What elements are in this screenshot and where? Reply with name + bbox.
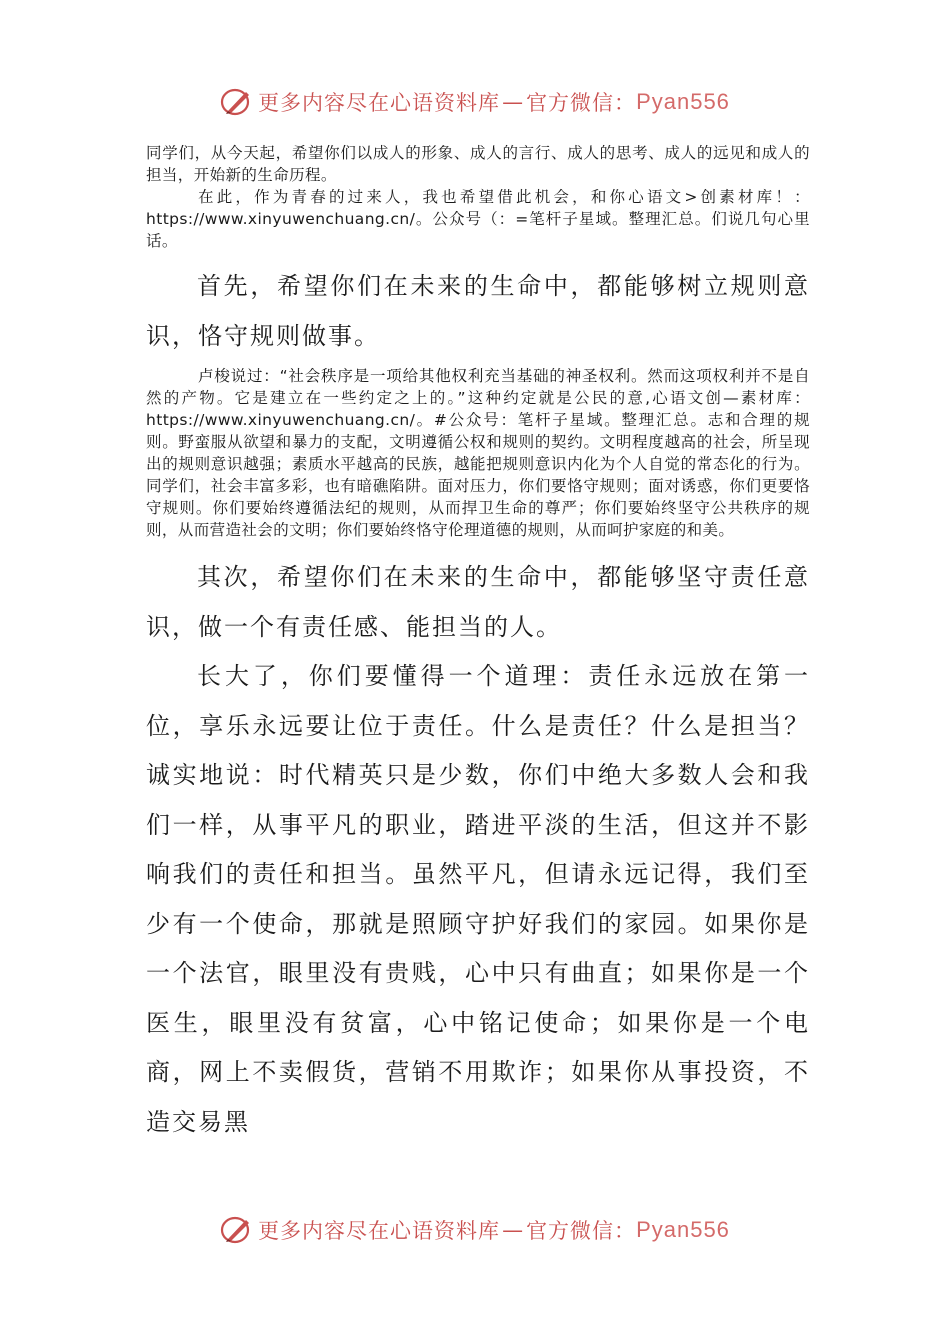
paragraph-first-point: 首先，希望你们在未来的生命中，都能够树立规则意识，恪守规则做事。 <box>146 272 810 350</box>
header-channel-text: 官方微信： <box>526 91 637 115</box>
paragraph-intro: 同学们，从今天起，希望你们以成人的形象、成人的言行、成人的思考、成人的远见和成人的担当，开始新的生命历程。 <box>146 144 810 184</box>
pen-logo-icon <box>220 1215 254 1245</box>
header-brand-text: 更多内容尽在心语资料库 <box>258 91 501 115</box>
footer-separator: — <box>502 1218 525 1242</box>
document-body <box>146 142 810 1147</box>
paragraph-rousseau-quote: 卢梭说过：“社会秩序是一项给其他权利充当基础的神圣权利。然而这项权利并不是自然的产物。它是建立在一些约定之上的。”这种约定就是公民的意,心语文创—素材库：https://www.xinyuwenchuang.cn/。#公众号：笔杆子星域。整理汇总。志和合理的规则。野蛮服从欲望和暴力的支配，文明遵循公权和规则的契约。文明程度越高的社会，所呈现出的规则意识越强；素质水平越高的民族，越能把规则意识内化为个人自觉的常态化的行为。同学们，社会丰富多彩，也有暗礁陷阱。面对压力，你们要恪守规则；面对诱惑，你们更要恪守规则。你们要始终遵循法纪的规则，从而捍卫生命的尊严；你们要始终坚守公共秩序的规则，从而营造社会的文明；你们要始终恪守伦理道德的规则，从而呵护家庭的和美。 <box>146 367 810 539</box>
footer-handle: Pyan556 <box>636 1217 730 1242</box>
footer-channel-text: 官方微信： <box>526 1219 637 1243</box>
header-banner <box>0 82 950 122</box>
header-handle: Pyan556 <box>636 89 730 114</box>
footer-brand-text: 更多内容尽在心语资料库 <box>258 1219 501 1243</box>
paragraph-source-note: 在此，作为青春的过来人，我也希望借此机会，和你心语文>创素材库！：https://www.xinyuwenchuang.cn/。公众号（：=笔杆子星域。整理汇总。们说几句心里话。 <box>146 188 810 250</box>
footer-banner <box>0 1210 950 1250</box>
pen-logo-icon <box>220 87 254 117</box>
paragraph-responsibility: 长大了，你们要懂得一个道理：责任永远放在第一位，享乐永远要让位于责任。什么是责任？什么是担当？诚实地说：时代精英只是少数，你们中绝大多数人会和我们一样，从事平凡的职业，踏进平淡的生活，但这并不影响我们的责任和担当。虽然平凡，但请永远记得，我们至少有一个使命，那就是照顾守护好我们的家园。如果你是一个法官，眼里没有贵贱，心中只有曲直；如果你是一个医生，眼里没有贫富，心中铭记使命；如果你是一个电商，网上不卖假货，营销不用欺诈；如果你从事投资，不造交易黑 <box>146 662 810 1136</box>
header-separator: — <box>502 90 525 114</box>
paragraph-second-point: 其次，希望你们在未来的生命中，都能够坚守责任意识，做一个有责任感、能担当的人。 <box>146 563 810 641</box>
